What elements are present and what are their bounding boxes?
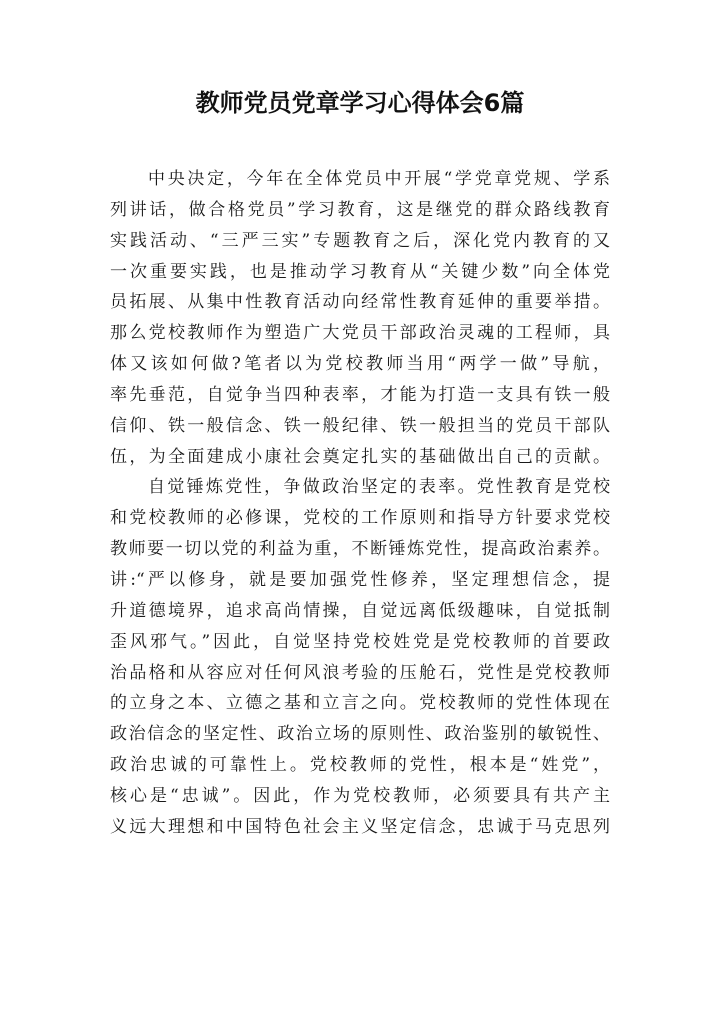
body-line: 政治忠诚的可靠性上。党校教师的党性，根本是“姓党”， <box>110 755 610 776</box>
body-line: 义远大理想和中国特色社会主义坚定信念，忠诚于马克思列 <box>110 816 610 837</box>
body-line: 的立身之本、立德之基和立言之向。党校教师的党性体现在 <box>110 693 610 714</box>
body-line: 教师要一切以党的利益为重，不断锤炼党性，提高政治素养。 <box>110 539 610 560</box>
body-line: 歪风邪气。”因此，自觉坚持党校姓党是党校教师的首要政 <box>110 631 610 652</box>
body-line: 讲:“严以修身，就是要加强党性修养，坚定理想信念，提 <box>110 569 610 590</box>
body-line: 自觉锤炼党性，争做政治坚定的表率。党性教育是党校 <box>148 477 610 498</box>
body-line: 核心是“忠诚”。因此，作为党校教师，必须要具有共产主 <box>110 785 610 806</box>
body-line: 和党校教师的必修课，党校的工作原则和指导方针要求党校 <box>110 508 610 529</box>
document-body <box>110 164 610 843</box>
body-line: 那么党校教师作为塑造广大党员干部政治灵魂的工程师，具 <box>110 323 610 344</box>
body-line: 员拓展、从集中性教育活动向经常性教育延伸的重要举措。 <box>110 292 610 313</box>
document-title: 教师党员党章学习心得体会6篇 <box>195 89 525 117</box>
body-line: 体又该如何做?笔者以为党校教师当用“两学一做”导航， <box>110 354 610 375</box>
body-line: 升道德境界，追求高尚情操，自觉远离低级趣味，自觉抵制 <box>110 600 610 621</box>
body-line: 信仰、铁一般信念、铁一般纪律、铁一般担当的党员干部队 <box>110 415 610 436</box>
body-line: 治品格和从容应对任何风浪考验的压舱石，党性是党校教师 <box>110 662 610 683</box>
body-line: 伍，为全面建成小康社会奠定扎实的基础做出自己的贡献。 <box>110 446 610 467</box>
body-line: 中央决定，今年在全体党员中开展“学党章党规、学系 <box>148 169 610 189</box>
body-line: 实践活动、“三严三实”专题教育之后，深化党内教育的又 <box>110 230 610 251</box>
body-line: 政治信念的坚定性、政治立场的原则性、政治鉴别的敏锐性、 <box>110 724 610 745</box>
body-line: 列讲话，做合格党员”学习教育，这是继党的群众路线教育 <box>110 199 610 220</box>
body-line: 率先垂范，自觉争当四种表率，才能为打造一支具有铁一般 <box>110 384 610 405</box>
body-line: 一次重要实践，也是推动学习教育从“关键少数”向全体党 <box>110 261 610 282</box>
